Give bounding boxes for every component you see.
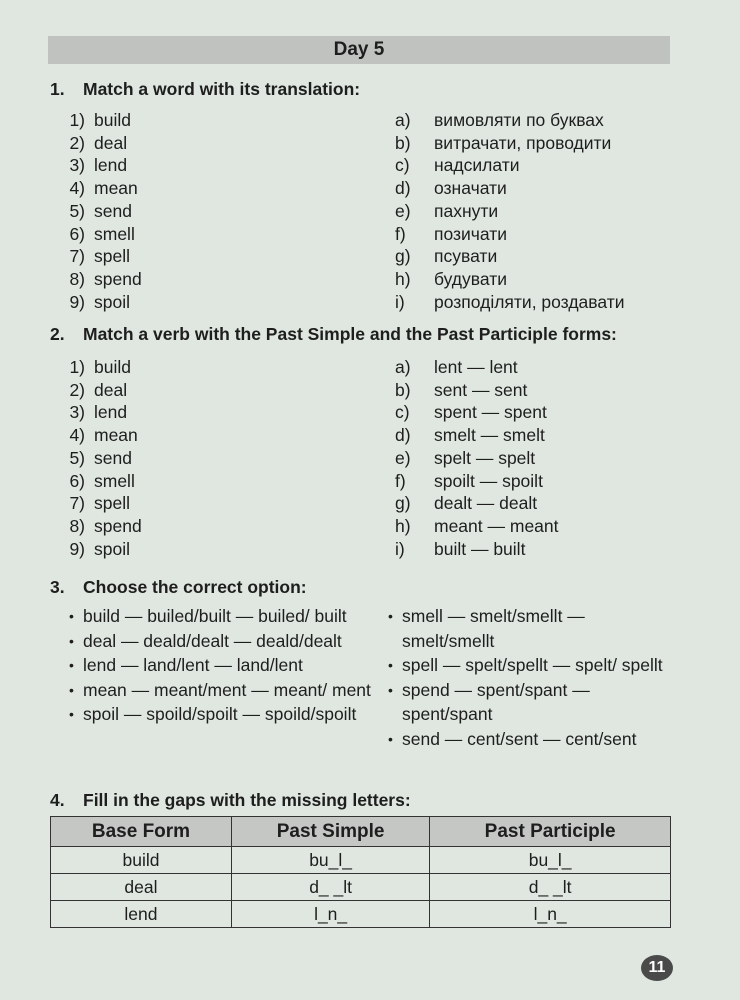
item-text: dealt — dealt bbox=[434, 493, 538, 514]
item-marker: 2) bbox=[69, 379, 85, 400]
item-text: send bbox=[94, 200, 132, 221]
list-item bbox=[48, 401, 142, 424]
list-item bbox=[48, 515, 142, 538]
item-text: mean bbox=[94, 178, 138, 199]
list-item bbox=[395, 470, 559, 493]
list-item bbox=[395, 109, 625, 132]
item-text: smell bbox=[94, 223, 135, 244]
list-item bbox=[395, 424, 559, 447]
verb-forms-table bbox=[50, 816, 671, 928]
item-marker: e) bbox=[395, 447, 411, 468]
option-item: • build — builed/built — builed/ built bbox=[69, 604, 379, 629]
list-item bbox=[48, 379, 142, 402]
list-item bbox=[395, 200, 625, 223]
item-marker: 8) bbox=[69, 515, 85, 536]
item-marker: i) bbox=[395, 291, 405, 312]
item-marker: b) bbox=[395, 132, 411, 153]
list-item bbox=[395, 538, 559, 561]
item-marker: 7) bbox=[69, 246, 85, 267]
item-marker: d) bbox=[395, 178, 411, 199]
table-row bbox=[51, 901, 671, 928]
list-item bbox=[48, 109, 142, 132]
table-cell: deal bbox=[51, 874, 232, 901]
table-cell: d_ _lt bbox=[430, 874, 671, 901]
item-text: spelt — spelt bbox=[434, 447, 536, 468]
item-text: build bbox=[94, 357, 131, 377]
exercise-3-left-options bbox=[69, 604, 379, 727]
item-marker: 5) bbox=[69, 200, 85, 221]
list-item bbox=[395, 401, 559, 424]
item-marker: 5) bbox=[69, 447, 85, 468]
item-text: lend bbox=[94, 402, 128, 423]
option-item: • spoil — spoild/spoilt — spoild/spoilt bbox=[69, 702, 379, 727]
item-text: built — built bbox=[434, 538, 526, 559]
item-text: spent — spent bbox=[434, 402, 547, 423]
item-text: означати bbox=[434, 178, 507, 199]
list-item bbox=[395, 177, 625, 200]
table-cell: lend bbox=[51, 901, 232, 928]
item-text: витрачати, проводити bbox=[434, 132, 612, 153]
table-row bbox=[51, 874, 671, 901]
list-item bbox=[395, 245, 625, 268]
item-marker: b) bbox=[395, 379, 411, 400]
list-item bbox=[48, 154, 142, 177]
item-text: spend bbox=[94, 515, 142, 536]
exercise-1-translations bbox=[395, 109, 625, 313]
exercise-1-title: 1. Match a word with its translation: bbox=[50, 79, 361, 99]
item-marker: 7) bbox=[69, 493, 85, 514]
day-header: Day 5 bbox=[48, 36, 670, 64]
header-past-participle: Past Participle bbox=[430, 817, 671, 847]
option-item: • deal — deald/dealt — deald/dealt bbox=[69, 629, 379, 654]
list-item bbox=[395, 492, 559, 515]
list-item bbox=[48, 538, 142, 561]
option-item: • smell — smelt/smellt — smelt/smellt bbox=[388, 604, 678, 653]
item-marker: d) bbox=[395, 425, 411, 446]
exercise-2-verbs bbox=[48, 356, 142, 560]
item-marker: h) bbox=[395, 268, 411, 289]
item-marker: 9) bbox=[69, 291, 85, 312]
item-marker: g) bbox=[395, 246, 411, 267]
table-row bbox=[51, 847, 671, 874]
list-item bbox=[395, 356, 559, 379]
list-item bbox=[48, 447, 142, 470]
list-item bbox=[48, 223, 142, 246]
item-text: spoilt — spoilt bbox=[434, 470, 543, 491]
item-marker: 6) bbox=[69, 470, 85, 491]
list-item bbox=[48, 268, 142, 291]
table-cell: l_n_ bbox=[430, 901, 671, 928]
list-item bbox=[395, 268, 625, 291]
exercise-1-words bbox=[48, 109, 142, 313]
list-item bbox=[48, 424, 142, 447]
list-item bbox=[395, 379, 559, 402]
item-marker: 2) bbox=[69, 132, 85, 153]
item-text: sent — sent bbox=[434, 379, 528, 400]
list-item bbox=[48, 356, 142, 379]
list-item bbox=[48, 492, 142, 515]
list-item bbox=[395, 223, 625, 246]
item-text: пахнути bbox=[434, 200, 499, 221]
option-item: • spell — spelt/spellt — spelt/ spellt bbox=[388, 653, 678, 678]
exercise-2-forms bbox=[395, 356, 559, 560]
list-item bbox=[395, 291, 625, 314]
item-text: send bbox=[94, 447, 132, 468]
option-item: • send — cent/sent — cent/sent bbox=[388, 727, 678, 752]
list-item bbox=[48, 245, 142, 268]
item-text: псувати bbox=[434, 246, 498, 267]
exercise-4-title: 4. Fill in the gaps with the missing letters: bbox=[50, 790, 411, 810]
item-marker: g) bbox=[395, 493, 411, 514]
item-marker: h) bbox=[395, 515, 411, 536]
item-marker: i) bbox=[395, 538, 405, 559]
item-marker: 3) bbox=[69, 402, 85, 423]
item-text: розподіляти, роздавати bbox=[434, 291, 625, 312]
header-past-simple: Past Simple bbox=[231, 817, 429, 847]
list-item bbox=[48, 291, 142, 314]
exercise-2-title: 2. Match a verb with the Past Simple and the Past Participle forms: bbox=[50, 324, 617, 344]
option-item: • lend — land/lent — land/lent bbox=[69, 653, 379, 678]
table-cell: l_n_ bbox=[231, 901, 429, 928]
item-marker: f) bbox=[395, 470, 406, 491]
item-text: spoil bbox=[94, 538, 130, 559]
table-cell: bu_l_ bbox=[231, 847, 429, 874]
item-marker: 8) bbox=[69, 268, 85, 289]
item-marker: a) bbox=[395, 357, 411, 377]
list-item bbox=[395, 515, 559, 538]
list-item bbox=[395, 132, 625, 155]
item-marker: 1) bbox=[69, 357, 85, 377]
list-item bbox=[395, 154, 625, 177]
item-marker: 6) bbox=[69, 223, 85, 244]
list-item bbox=[48, 132, 142, 155]
table-cell: d_ _lt bbox=[231, 874, 429, 901]
item-marker: e) bbox=[395, 200, 411, 221]
option-item: • mean — meant/ment — meant/ ment bbox=[69, 678, 379, 703]
list-item bbox=[395, 447, 559, 470]
item-marker: 4) bbox=[69, 425, 85, 446]
item-marker: 3) bbox=[69, 155, 85, 176]
item-marker: 9) bbox=[69, 538, 85, 559]
item-marker: a) bbox=[395, 110, 411, 130]
header-base-form: Base Form bbox=[51, 817, 232, 847]
item-text: lend bbox=[94, 155, 128, 176]
list-item bbox=[48, 177, 142, 200]
item-text: deal bbox=[94, 379, 128, 400]
item-text: будувати bbox=[434, 268, 508, 289]
list-item bbox=[48, 470, 142, 493]
item-text: deal bbox=[94, 132, 128, 153]
item-text: spell bbox=[94, 493, 130, 514]
item-text: spell bbox=[94, 246, 130, 267]
item-text: meant — meant bbox=[434, 515, 559, 536]
item-text: позичати bbox=[434, 223, 508, 244]
item-text: spend bbox=[94, 268, 142, 289]
exercise-3-title: 3. Choose the correct option: bbox=[50, 577, 307, 597]
item-marker: c) bbox=[395, 155, 410, 176]
item-text: вимовляти по буквах bbox=[434, 110, 604, 130]
item-marker: c) bbox=[395, 402, 410, 423]
item-text: smell bbox=[94, 470, 135, 491]
item-marker: 4) bbox=[69, 178, 85, 199]
item-text: надсилати bbox=[434, 155, 520, 176]
exercise-3-right-options bbox=[388, 604, 678, 751]
item-marker: 1) bbox=[69, 110, 85, 130]
item-text: lent — lent bbox=[434, 357, 518, 377]
table-cell: bu_l_ bbox=[430, 847, 671, 874]
item-text: spoil bbox=[94, 291, 130, 312]
list-item bbox=[48, 200, 142, 223]
page-number: 11 bbox=[641, 955, 673, 981]
item-marker: f) bbox=[395, 223, 406, 244]
item-text: mean bbox=[94, 425, 138, 446]
table-cell: build bbox=[51, 847, 232, 874]
item-text: build bbox=[94, 110, 131, 130]
item-text: smelt — smelt bbox=[434, 425, 545, 446]
option-item: • spend — spent/spant — spent/spant bbox=[388, 678, 678, 727]
